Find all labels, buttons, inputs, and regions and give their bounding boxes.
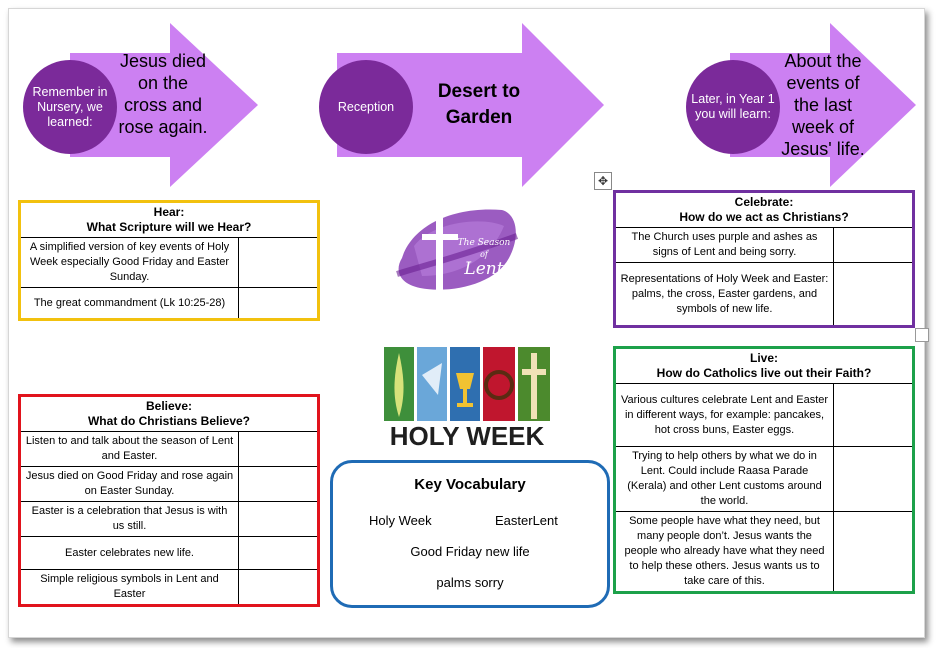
hear-title: Hear: — [153, 205, 185, 219]
blank-cell — [239, 570, 318, 605]
table-row — [21, 288, 317, 319]
holy-week-image — [382, 345, 552, 453]
vocab-title: Key Vocabulary — [414, 476, 526, 493]
table-row — [21, 432, 317, 467]
table-row — [21, 502, 317, 537]
lent-logo-line3: Lent — [464, 259, 504, 279]
reception-arrow-text: Desert to Garden — [437, 81, 521, 128]
move-handle-icon[interactable]: ✥ — [594, 172, 612, 190]
lent-logo-line2: of — [480, 250, 488, 259]
table-row — [616, 263, 912, 326]
believe-row-text: Simple religious symbols in Lent and Easter — [21, 570, 239, 605]
believe-row-text: Easter is a celebration that Jesus is with us still. — [21, 502, 239, 537]
nursery-arrow-text: Jesus died on the cross and rose again. — [118, 51, 208, 137]
key-vocabulary-box — [330, 460, 610, 608]
vocab-word: Good Friday new life — [410, 544, 530, 559]
believe-title: Believe: — [145, 399, 193, 413]
table-row — [21, 238, 317, 288]
believe-subtitle: What do Christians Believe? — [87, 414, 251, 428]
table-row — [616, 228, 912, 263]
celebrate-subtitle: How do we act as Christians? — [679, 210, 849, 224]
season-of-lent-logo — [392, 196, 524, 300]
hear-table — [18, 200, 320, 321]
live-row-text: Some people have what they need, but many people don’t. Jesus wants the people who already have what they need to help these others. Jesus wants us to take care of this. — [616, 512, 834, 592]
holy-week-title: HOLY WEEK — [389, 421, 545, 451]
vocab-word: palms sorry — [436, 575, 504, 590]
vocab-word: Holy Week — [369, 513, 432, 528]
blank-cell — [239, 467, 318, 502]
celebrate-row-text: Representations of Holy Week and Easter: palms, the cross, Easter gardens, and symbols of new life. — [616, 263, 834, 326]
hear-row-text: A simplified version of key events of Holy Week especially Good Friday and Easter Sunday. — [21, 238, 239, 288]
live-row-text: Various cultures celebrate Lent and Easter in different ways, for example: pancakes, hot cross buns, Easter eggs. — [616, 384, 834, 447]
believe-row-text: Listen to and talk about the season of Lent and Easter. — [21, 432, 239, 467]
believe-table — [18, 394, 320, 607]
believe-row-text: Jesus died on Good Friday and rose again on Easter Sunday. — [21, 467, 239, 502]
lent-logo-line1: The Season — [457, 238, 511, 248]
year1-circle-label: Later, in Year 1 you will learn: — [691, 92, 775, 121]
live-subtitle: How do Catholics live out their Faith? — [656, 366, 872, 380]
year1-arrow-text: About the events of the last week of Jesus' life. — [781, 51, 865, 159]
celebrate-table — [613, 190, 915, 328]
hear-row-text: The great commandment (Lk 10:25-28) — [21, 288, 239, 319]
blank-cell — [239, 502, 318, 537]
table-row — [21, 537, 317, 570]
nursery-circle — [23, 60, 117, 154]
table-row — [21, 570, 317, 605]
blank-cell — [834, 384, 913, 447]
table-row — [616, 384, 912, 447]
blank-cell — [239, 238, 318, 288]
blank-cell — [239, 432, 318, 467]
vocab-word: EasterLent — [495, 513, 558, 528]
blank-cell — [834, 228, 913, 263]
blank-cell — [834, 263, 913, 326]
hear-subtitle: What Scripture will we Hear? — [86, 220, 252, 234]
blank-cell — [239, 537, 318, 570]
blank-cell — [834, 512, 913, 592]
table-row — [616, 512, 912, 592]
believe-row-text: Easter celebrates new life. — [21, 537, 239, 570]
table-row — [616, 447, 912, 512]
year1-circle — [686, 60, 780, 154]
blank-cell — [834, 447, 913, 512]
nursery-circle-label: Remember in Nursery, we learned: — [32, 84, 108, 129]
resize-handle[interactable] — [915, 328, 929, 342]
celebrate-row-text: The Church uses purple and ashes as signs of Lent and being sorry. — [616, 228, 834, 263]
holy-week-panels — [382, 345, 552, 423]
live-row-text: Trying to help others by what we do in Lent. Could include Raasa Parade (Kerala) and other Lent customs around the world. — [616, 447, 834, 512]
live-table — [613, 346, 915, 594]
reception-circle-label: Reception — [337, 99, 395, 114]
celebrate-title: Celebrate: — [734, 195, 794, 209]
live-title: Live: — [749, 351, 778, 365]
blank-cell — [239, 288, 318, 319]
reception-circle — [319, 60, 413, 154]
table-row — [21, 467, 317, 502]
